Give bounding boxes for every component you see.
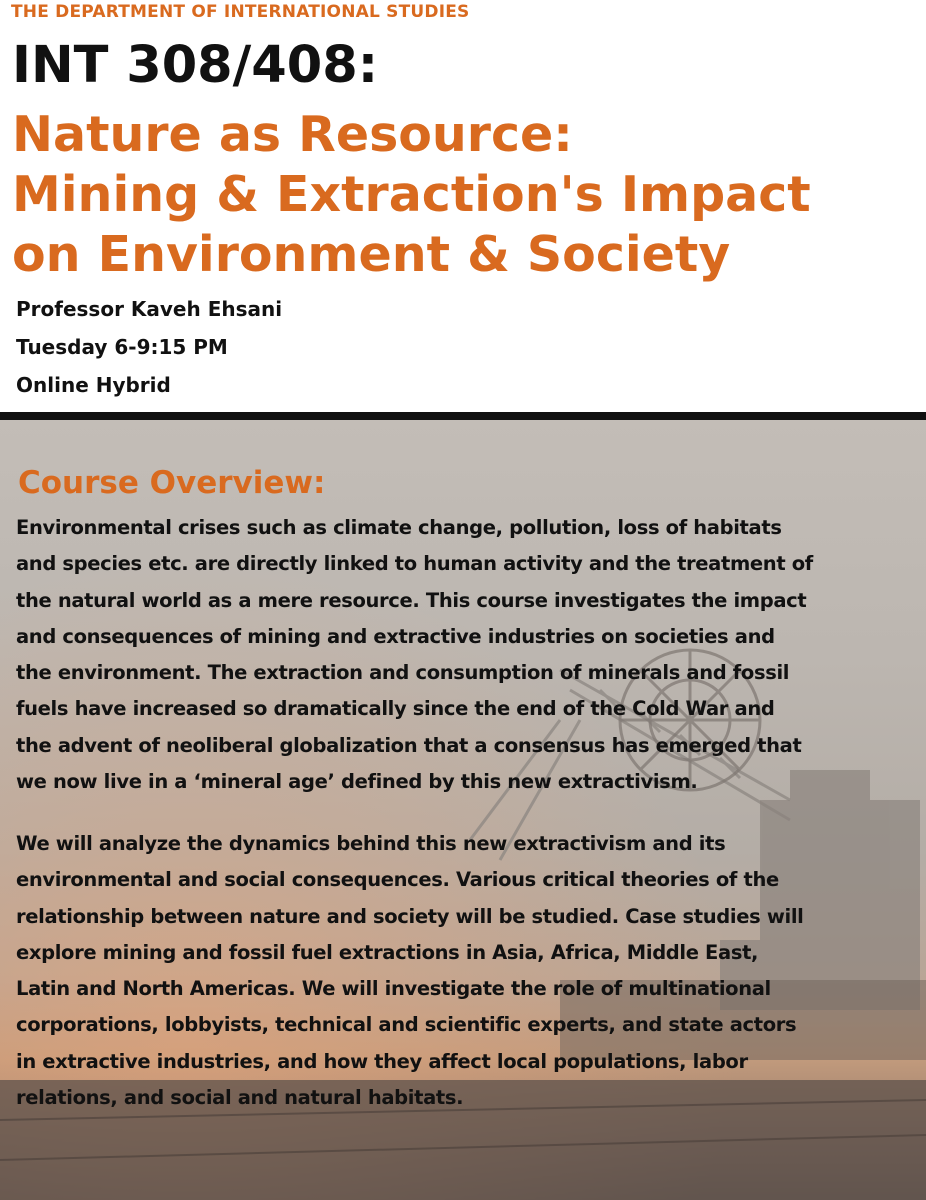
course-title-line: on Environment & Society bbox=[12, 226, 731, 283]
section-divider bbox=[0, 412, 926, 420]
overview-paragraph-2 bbox=[16, 826, 916, 1116]
paragraph-line: the environment. The extraction and consumption of minerals and fossil bbox=[16, 661, 790, 685]
class-format: Online Hybrid bbox=[16, 373, 171, 397]
course-title-line: Mining & Extraction's Impact bbox=[12, 166, 811, 223]
paragraph-line: explore mining and fossil fuel extractions in Asia, Africa, Middle East, bbox=[16, 940, 759, 964]
overview-heading: Course Overview: bbox=[18, 465, 326, 501]
paragraph-line: Environmental crises such as climate change, pollution, loss of habitats bbox=[16, 516, 782, 539]
paragraph-line: we now live in a ‘mineral age’ defined by this new extractivism. bbox=[16, 770, 698, 794]
paragraph-line: Latin and North Americas. We will investigate the role of multinational bbox=[16, 977, 771, 1001]
paragraph-line: the advent of neoliberal globalization that a consensus has emerged that bbox=[16, 733, 802, 757]
course-title bbox=[12, 105, 922, 285]
paragraph-line: and species etc. are directly linked to human activity and the treatment of bbox=[16, 552, 813, 576]
paragraph-line: environmental and social consequences. Various critical theories of the bbox=[16, 868, 779, 892]
course-code: INT 308/408: bbox=[12, 36, 379, 95]
professor-name: Professor Kaveh Ehsani bbox=[16, 297, 283, 321]
paragraph-line: and consequences of mining and extractive industries on societies and bbox=[16, 624, 775, 648]
paragraph-line: fuels have increased so dramatically since the end of the Cold War and bbox=[16, 697, 775, 721]
paragraph-line: relations, and social and natural habitats. bbox=[16, 1086, 464, 1110]
paragraph-line: in extractive industries, and how they affect local populations, labor bbox=[16, 1049, 748, 1073]
class-schedule: Tuesday 6-9:15 PM bbox=[16, 335, 228, 359]
paragraph-line: relationship between nature and society will be studied. Case studies will bbox=[16, 904, 804, 928]
course-info bbox=[16, 290, 282, 404]
paragraph-line: corporations, lobbyists, technical and scientific experts, and state actors bbox=[16, 1013, 797, 1037]
paragraph-line: We will analyze the dynamics behind this new extractivism and its bbox=[16, 832, 726, 855]
poster-header bbox=[0, 0, 926, 413]
course-title-line: Nature as Resource: bbox=[12, 106, 573, 163]
department-name: THE DEPARTMENT OF INTERNATIONAL STUDIES bbox=[11, 2, 470, 22]
overview-paragraph-1 bbox=[16, 510, 916, 800]
paragraph-line: the natural world as a mere resource. This course investigates the impact bbox=[16, 588, 807, 612]
